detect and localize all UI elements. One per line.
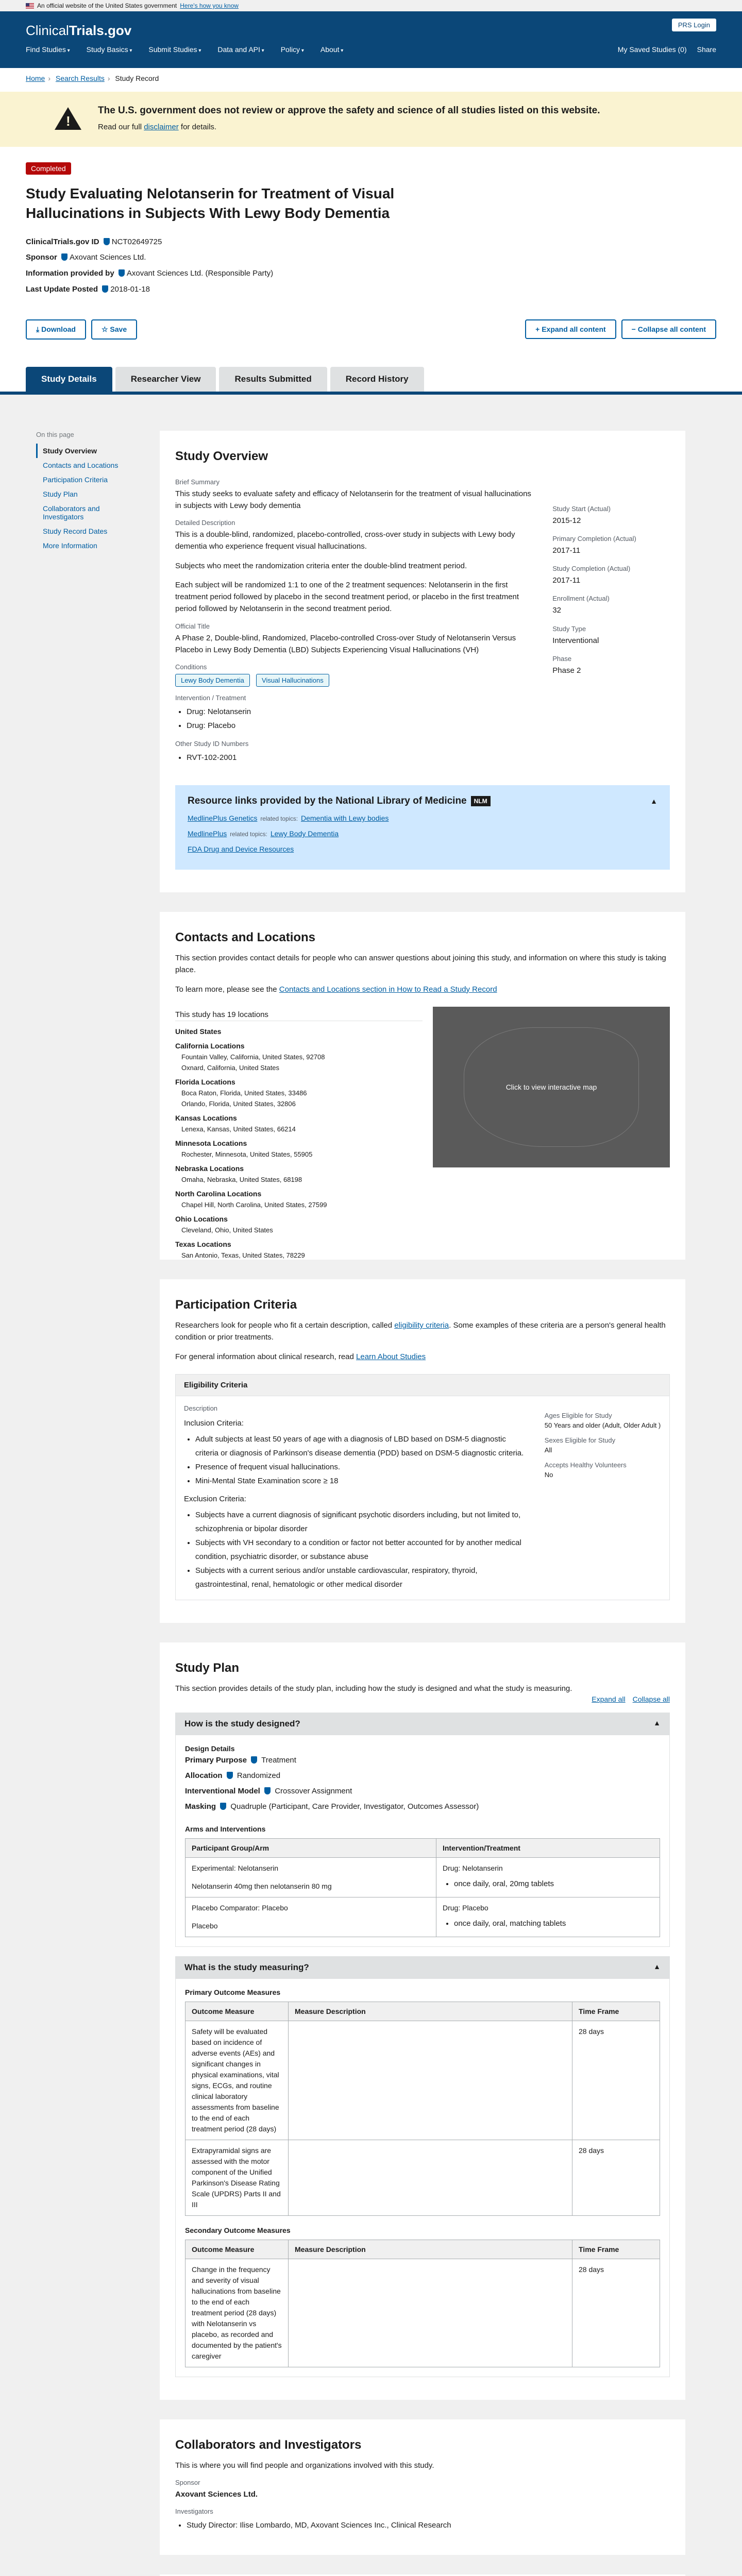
- chevron-up-icon: ▲: [653, 1962, 661, 1971]
- nav-find-studies[interactable]: Find Studies ▾: [26, 45, 70, 54]
- other-study-id: • RVT-102-2001: [187, 751, 537, 765]
- study-overview-section: Study Overview Brief Summary This study seeks to evaluate safety and efficacy of Nelotanserin for the treatment of visual hallucinations in subjects with Lewy body dementia Detailed Description This is a double-blind, randomized, placebo-controlled, cross-over study in subjects with Lewy body dementia who experience frequent visual hallucinations. Subjects who meet the randomization criteria enter the double-blind treatment period. Each subject will be randomized 1:1 to one of the 2 treatment sequences: Nelotanserin in the first treatment period followed by placebo in the second treatment period, or placebo in the first treatment period followed by Nelotanserin in the second treatment period. Official Title A Phase 2, Double-blind, Randomized, Placebo-controlled Cross-over Study of Nelotanserin Versus Placebo in Lewy Body Dementia (LBD) Subjects Experiencing Visual Hallucinations (VH) Conditions Lewy Body Dementia Visual Hallucinations Intervention / Treatment • Drug: Nelotanserin • Drug: Placebo Other Study ID Numbers • RVT-102-2001 Study Start (Actual) 2015-12 Primary Completion (Actual) 2017-11 Study Completion (Actual) 2017-11 Enrollment (Actual) 32 Study Type Interventional Phase Phase 2 Resource links provided by the National Library of Medicine NLM ▲ MedlinePlus Genetics related topics: Dementia with Lewy bodies MedlinePlus related topics: Lewy Body Dementia FDA Drug and Device Resources: [160, 431, 685, 893]
- measures-accordion: What is the study measuring? ▲ Primary Outcome Measures Outcome Measure Measure Description Time Frame Safety will be evaluated based on incidence of adverse events (AEs) and significant changes in physical examinations, vital signs, ECGs, and routine clinical laboratory assessments from baseline to the end of each treatment period (28 days) 28 days Extrapyramidal signs are assessed with the motor component of the Unified Parkinson's Disease Rating Scale (UPDRS) Parts II and III 28 days Secondary Outcome Measures Outcome Measure Measure Description Time Frame Change in the frequency and severity of visual hallucinations from baseline to the end of each treatment period (28 days) with Nelotanserin vs placebo, as recorded and documented by the patient's caregiver 28 days: [175, 1956, 670, 2377]
- overview-facts: Study Start (Actual) 2015-12 Primary Completion (Actual) 2017-11 Study Completion (Actual) 2017-11 Enrollment (Actual) 32 Study Type Interventional Phase Phase 2: [552, 504, 636, 675]
- prs-login-button[interactable]: PRS Login: [672, 19, 716, 31]
- collapse-all-button[interactable]: − Collapse all content: [621, 319, 716, 339]
- location-site: Chapel Hill, North Carolina, United States, 27599: [181, 1201, 327, 1209]
- inclusion-item: • Presence of frequent visual hallucinations.: [195, 1460, 524, 1474]
- section-title: Study Overview: [175, 449, 268, 463]
- info-icon: [119, 269, 125, 277]
- breadcrumb-search-results[interactable]: Search Results: [55, 74, 105, 82]
- info-icon: [264, 1787, 271, 1794]
- page-toc: On this page Study Overview Contacts and Locations Participation Criteria Study Plan Collaborators and Investigators Study Record Dates More Information: [0, 431, 134, 2576]
- nlm-resources-panel: Resource links provided by the National Library of Medicine NLM ▲ MedlinePlus Genetics related topics: Dementia with Lewy bodies MedlinePlus related topics: Lewy Body Dementia FDA Drug and Device Resources: [175, 785, 670, 870]
- secondary-outcomes-table: Outcome Measure Measure Description Time Frame Change in the frequency and severity of visual hallucinations from baseline to the end of each treatment period (28 days) with Nelotanserin vs placebo, as recorded and documented by the patient's caregiver 28 days: [185, 2240, 660, 2367]
- nav-policy[interactable]: Policy ▾: [281, 45, 304, 54]
- eligibility-box: Eligibility Criteria Description Inclusion Criteria: • Adult subjects at least 50 years of age with a diagnosis of LBD based on DSM-5 diagnostic criteria or diagnosis of Parkinson's disease dementia (PDD) based on DSM-5 diagnostic criteria. • Presence of frequent visual hallucinations. • Mini-Mental State Examination score ≥ 18 Exclusion Criteria: • Subjects have a current diagnosis of significant psychotic disorders including, but not limited to, schizophrenia or bipolar disorder • Subjects with VH secondary to a condition or factor not better accounted for by another medical condition, psychiatric disorder, or substance abuse • Subjects with a current serious and/or unstable cardiovascular, respiratory, thyroid, gastrointestinal, renal, hematologic or other medical disorder Ages Eligible for Study 50 Years and older (Adult, Older Adult ) Sexes Eligible for Study All Accepts Healthy Volunteers No: [175, 1374, 670, 1601]
- participation-section: Participation Criteria Researchers look for people who fit a certain description, called eligibility criteria. Some examples of these criteria are a person's general health condition or prior treatments. For general information about clinical research, read Learn About Studies Eligibility Criteria Description Inclusion Criteria: • Adult subjects at least 50 years of age with a diagnosis of LBD based on DSM-5 diagnostic criteria or diagnosis of Parkinson's disease dementia (PDD) based on DSM-5 diagnostic criteria. • Presence of frequent visual hallucinations. • Mini-Mental State Examination score ≥ 18 Exclusion Criteria: • Subjects have a current diagnosis of significant psychotic disorders including, but not limited to, schizophrenia or bipolar disorder • Subjects with VH secondary to a condition or factor not better accounted for by another medical condition, psychiatric disorder, or substance abuse • Subjects with a current serious and/or unstable cardiovascular, respiratory, thyroid, gastrointestinal, renal, hematologic or other medical disorder Ages Eligible for Study 50 Years and older (Adult, Older Adult ) Sexes Eligible for Study All Accepts Healthy Volunteers No: [160, 1279, 685, 1623]
- exclusion-item: • Subjects have a current diagnosis of significant psychotic disorders including, but not limited to, schizophrenia or bipolar disorder: [195, 1508, 524, 1536]
- disclaimer-banner: [0, 92, 742, 147]
- exclusion-item: • Subjects with VH secondary to a condition or factor not better accounted for by another medical condition, psychiatric disorder, or substance abuse: [195, 1536, 524, 1564]
- info-icon: [104, 238, 110, 245]
- nlm-logo: NLM: [471, 796, 491, 806]
- breadcrumb: Home › Search Results › Study Record: [26, 74, 159, 82]
- info-icon: [251, 1756, 257, 1764]
- nav-submit-studies[interactable]: Submit Studies ▾: [148, 45, 201, 54]
- location-site: Omaha, Nebraska, United States, 68198: [181, 1176, 302, 1184]
- site-logo[interactable]: ClinicalTrials.gov: [26, 23, 132, 38]
- chevron-up-icon[interactable]: ▲: [650, 797, 657, 806]
- location-site: Boca Raton, Florida, United States, 33486: [181, 1089, 307, 1097]
- saved-studies-link[interactable]: My Saved Studies (0): [617, 45, 687, 54]
- breadcrumb-current: Study Record: [115, 74, 159, 82]
- medlineplus-genetics-link[interactable]: MedlinePlus Genetics: [188, 814, 258, 823]
- study-plan-section: Study Plan This section provides details of the study plan, including how the study is designed and what the study is measuring. Expand all Collapse all How is the study designed? ▲ Design Details Primary Purpose Treatment Allocation Randomized Interventional Model Crossover Assignment Masking Quadruple (Participant, Care Provider, Investigator, Outcomes Assessor) Arms and Interventions Participant Group/Arm Intervention/Treatment Experimental: Nelotanserin Nelotanserin 40mg then nelotanserin 80 mg Drug: Nelotanserin • once daily, oral, 20mg tablets Placebo Comparator: Placebo Placebo Drug: Placebo • once daily, oral, matching tablets What is the study measuring? ▲ Primary Outcome Measures Outcome Measure Measure Description Time Frame Safety will be evaluated based on incidence of adverse events (AEs) and significant changes in physical examinations, vital signs, ECGs, and routine clinical laboratory assessments from baseline to the end of each treatment period (28 days) 28 days Extrapyramidal signs are assessed with the motor component of the Unified Parkinson's Disease Rating Scale (UPDRS) Parts II and III 28 days Secondary Outcome Measures Outcome Measure Measure Description Time Frame Change in the frequency and severity of visual hallucinations from baseline to the end of each treatment period (28 days) with Nelotanserin vs placebo, as recorded and documented by the patient's caregiver 28 days: [160, 1642, 685, 2399]
- plan-expand-all[interactable]: Expand all: [592, 1694, 626, 1703]
- nav-study-basics[interactable]: Study Basics ▾: [87, 45, 132, 54]
- tab-researcher-view[interactable]: Researcher View: [115, 367, 216, 392]
- medlineplus-link[interactable]: MedlinePlus: [188, 829, 227, 838]
- exclusion-item: • Subjects with a current serious and/or unstable cardiovascular, respiratory, thyroid, gastrointestinal, renal, hematologic or other medical disorder: [195, 1564, 524, 1591]
- location-state: Nebraska Locations: [175, 1164, 244, 1173]
- warning-icon: [55, 107, 81, 130]
- sponsor-name: Axovant Sciences Ltd.: [70, 253, 146, 262]
- last-update-date: 2018-01-18: [110, 284, 150, 294]
- breadcrumb-home[interactable]: Home: [26, 74, 45, 82]
- table-row: Extrapyramidal signs are assessed with the motor component of the Unified Parkinson's Disease Rating Scale (UPDRS) Parts II and III 28 days: [185, 2140, 660, 2215]
- location-list[interactable]: United States California Locations Fountain Valley, California, United States, 92708 Oxnard, California, United States Florida Locations Boca Raton, Florida, United States, 33486 Orlando, Florida, United States, 32806 Kansas Locations Lenexa, Kansas, United States, 66214 Minnesota Locations Rochester, Minnesota, United States, 55905 Nebraska Locations Omaha, Nebraska, United States, 68198 North Carolina Locations Chapel Hill, North Carolina, United States, 27599 Ohio Locations Cleveland, Ohio, United States Texas Locations San Antonio, Texas, United States, 78229: [175, 1021, 423, 1237]
- eligibility-criteria-link[interactable]: eligibility criteria: [394, 1321, 449, 1330]
- location-state: Kansas Locations: [175, 1114, 237, 1123]
- collaborators-section: Collaborators and Investigators This is where you will find people and organizations involved with this study. Sponsor Axovant Sciences Ltd. Investigators • Study Director: Ilise Lombardo, MD, Axovant Sciences Inc., Clinical Research: [160, 2419, 685, 2555]
- toc-more-information[interactable]: More Information: [43, 541, 97, 550]
- tab-study-details[interactable]: Study Details: [26, 367, 112, 392]
- location-count: This study has 19 locations: [175, 1010, 268, 1019]
- info-icon: [220, 1803, 226, 1810]
- location-site: Orlando, Florida, United States, 32806: [181, 1100, 296, 1108]
- location-map[interactable]: Click to view interactive map: [433, 1007, 670, 1167]
- download-button[interactable]: ⤓ Download: [26, 319, 86, 340]
- main-nav: [26, 45, 343, 54]
- plan-collapse-all[interactable]: Collapse all: [632, 1694, 670, 1703]
- record-tabs: [26, 367, 716, 392]
- condition-chip[interactable]: Lewy Body Dementia: [175, 674, 250, 687]
- disclaimer-link[interactable]: disclaimer: [144, 123, 179, 131]
- table-row: Placebo Comparator: Placebo Placebo Drug: Placebo • once daily, oral, matching tablets: [185, 1897, 660, 1937]
- toc-study-plan[interactable]: Study Plan: [43, 489, 78, 498]
- save-button[interactable]: ☆ Save: [91, 319, 137, 340]
- location-site: Oxnard, California, United States: [181, 1064, 280, 1072]
- info-icon: [102, 285, 108, 293]
- location-state: California Locations: [175, 1042, 245, 1050]
- intervention-item: • Drug: Nelotanserin: [187, 705, 537, 719]
- gov-banner: [0, 0, 742, 11]
- table-row: Change in the frequency and severity of visual hallucinations from baseline to the end of each treatment period (28 days) with Nelotanserin vs placebo, as recorded and documented by the patient's caregiver 28 days: [185, 2259, 660, 2367]
- location-state: Texas Locations: [175, 1240, 231, 1249]
- location-state: Ohio Locations: [175, 1215, 228, 1224]
- us-flag-icon: [26, 3, 34, 9]
- location-state: Minnesota Locations: [175, 1139, 247, 1148]
- nav-about[interactable]: About ▾: [321, 45, 343, 54]
- nct-id: NCT02649725: [111, 237, 162, 246]
- condition-chip[interactable]: Visual Hallucinations: [256, 674, 329, 687]
- location-site: Rochester, Minnesota, United States, 55905: [181, 1150, 313, 1159]
- info-icon: [61, 253, 68, 261]
- toc-record-dates[interactable]: Study Record Dates: [43, 527, 108, 535]
- study-meta: ClinicalTrials.gov ID NCT02649725 Sponsor Axovant Sciences Ltd. Information provided by Axovant Sciences Ltd. (Responsible Party) Last Update Posted 2018-01-18: [26, 237, 274, 294]
- intervention-item: • Drug: Placebo: [187, 719, 537, 733]
- official-title: A Phase 2, Double-blind, Randomized, Placebo-controlled Cross-over Study of Nelotanserin Versus Placebo in Lewy Body Dementia (LBD) Subjects Experiencing Visual Hallucinations (VH): [175, 633, 516, 654]
- location-site: Lenexa, Kansas, United States, 66214: [181, 1125, 296, 1133]
- gov-banner-link[interactable]: Here's how you know: [180, 2, 239, 9]
- arms-table: Participant Group/Arm Intervention/Treatment Experimental: Nelotanserin Nelotanserin 40mg then nelotanserin 80 mg Drug: Nelotanserin • once daily, oral, 20mg tablets Placebo Comparator: Placebo Placebo Drug: Placebo • once daily, oral, matching tablets: [185, 1838, 660, 1937]
- contacts-locations-section: Contacts and Locations This section provides contact details for people who can answer questions about joining this study, and information on where this study is taking place. To learn more, please see the Contacts and Locations section in How to Read a Study Record This study has 19 locations United States California Locations Fountain Valley, California, United States, 92708 Oxnard, California, United States Florida Locations Boca Raton, Florida, United States, 33486 Orlando, Florida, United States, 32806 Kansas Locations Lenexa, Kansas, United States, 66214 Minnesota Locations Rochester, Minnesota, United States, 55905 Nebraska Locations Omaha, Nebraska, United States, 68198 North Carolina Locations Chapel Hill, North Carolina, United States, 27599 Ohio Locations Cleveland, Ohio, United States Texas Locations San Antonio, Texas, United States, 78229 Click to view interactive map: [160, 912, 685, 1260]
- disclaimer-title: The U.S. government does not review or approve the safety and science of all studies listed on this website.: [98, 105, 600, 116]
- learn-about-studies-link[interactable]: Learn About Studies: [356, 1352, 426, 1361]
- toc-contacts-locations[interactable]: Contacts and Locations: [43, 461, 119, 469]
- info-icon: [227, 1772, 233, 1779]
- investigator-item: • Study Director: Ilise Lombardo, MD, Axovant Sciences Inc., Clinical Research: [187, 2518, 670, 2532]
- toc-study-overview[interactable]: Study Overview: [36, 444, 134, 458]
- info-provider: Axovant Sciences Ltd. (Responsible Party): [126, 269, 274, 278]
- inclusion-item: • Adult subjects at least 50 years of age with a diagnosis of LBD based on DSM-5 diagnostic criteria or diagnosis of Parkinson's disease dementia (PDD) based on DSM-5 diagnostic criteria.: [195, 1432, 524, 1460]
- gov-banner-text: An official website of the United States government: [37, 2, 177, 9]
- table-row: Experimental: Nelotanserin Nelotanserin 40mg then nelotanserin 80 mg Drug: Nelotanserin • once daily, oral, 20mg tablets: [185, 1857, 660, 1897]
- toc-collaborators[interactable]: Collaborators and Investigators: [43, 504, 100, 521]
- tab-record-history[interactable]: Record History: [330, 367, 424, 392]
- location-state: Florida Locations: [175, 1078, 235, 1087]
- chevron-up-icon: ▲: [653, 1718, 661, 1727]
- tab-results-submitted[interactable]: Results Submitted: [219, 367, 327, 392]
- location-site: San Antonio, Texas, United States, 78229: [181, 1251, 305, 1260]
- toc-participation-criteria[interactable]: Participation Criteria: [43, 475, 108, 484]
- nav-data-api[interactable]: Data and API ▾: [217, 45, 264, 54]
- how-to-read-link[interactable]: Contacts and Locations section in How to Read a Study Record: [279, 985, 497, 994]
- location-site: Fountain Valley, California, United States, 92708: [181, 1053, 325, 1061]
- location-state: North Carolina Locations: [175, 1190, 262, 1198]
- brief-summary: This study seeks to evaluate safety and efficacy of Nelotanserin for the treatment of visual hallucinations in subjects with Lewy body dementia: [175, 489, 531, 510]
- inclusion-item: • Mini-Mental State Examination score ≥ 18: [195, 1474, 524, 1488]
- location-site: Cleveland, Ohio, United States: [181, 1226, 273, 1234]
- primary-outcomes-table: Outcome Measure Measure Description Time Frame Safety will be evaluated based on incidence of adverse events (AEs) and significant changes in physical examinations, vital signs, ECGs, and routine clinical laboratory assessments from baseline to the end of each treatment period (28 days) 28 days Extrapyramidal signs are assessed with the motor component of the Unified Parkinson's Disease Rating Scale (UPDRS) Parts II and III 28 days: [185, 2002, 660, 2216]
- share-link[interactable]: Share: [697, 45, 716, 54]
- page-title: Study Evaluating Nelotanserin for Treatment of Visual Hallucinations in Subjects With Lewy Body Dementia: [26, 185, 395, 221]
- design-accordion: How is the study designed? ▲ Design Details Primary Purpose Treatment Allocation Randomized Interventional Model Crossover Assignment Masking Quadruple (Participant, Care Provider, Investigator, Outcomes Assessor) Arms and Interventions Participant Group/Arm Intervention/Treatment Experimental: Nelotanserin Nelotanserin 40mg then nelotanserin 80 mg Drug: Nelotanserin • once daily, oral, 20mg tablets Placebo Comparator: Placebo Placebo Drug: Placebo • once daily, oral, matching tablets: [175, 1713, 670, 1947]
- expand-all-button[interactable]: + Expand all content: [525, 319, 616, 339]
- table-row: Safety will be evaluated based on incidence of adverse events (AEs) and significant changes in physical examinations, vital signs, ECGs, and routine clinical laboratory assessments from baseline to the end of each treatment period (28 days) 28 days: [185, 2021, 660, 2140]
- status-badge: Completed: [26, 162, 71, 175]
- disclaimer-body: Read our full disclaimer for details.: [98, 123, 217, 131]
- site-header: [0, 11, 742, 68]
- fda-resources-link[interactable]: FDA Drug and Device Resources: [188, 845, 294, 854]
